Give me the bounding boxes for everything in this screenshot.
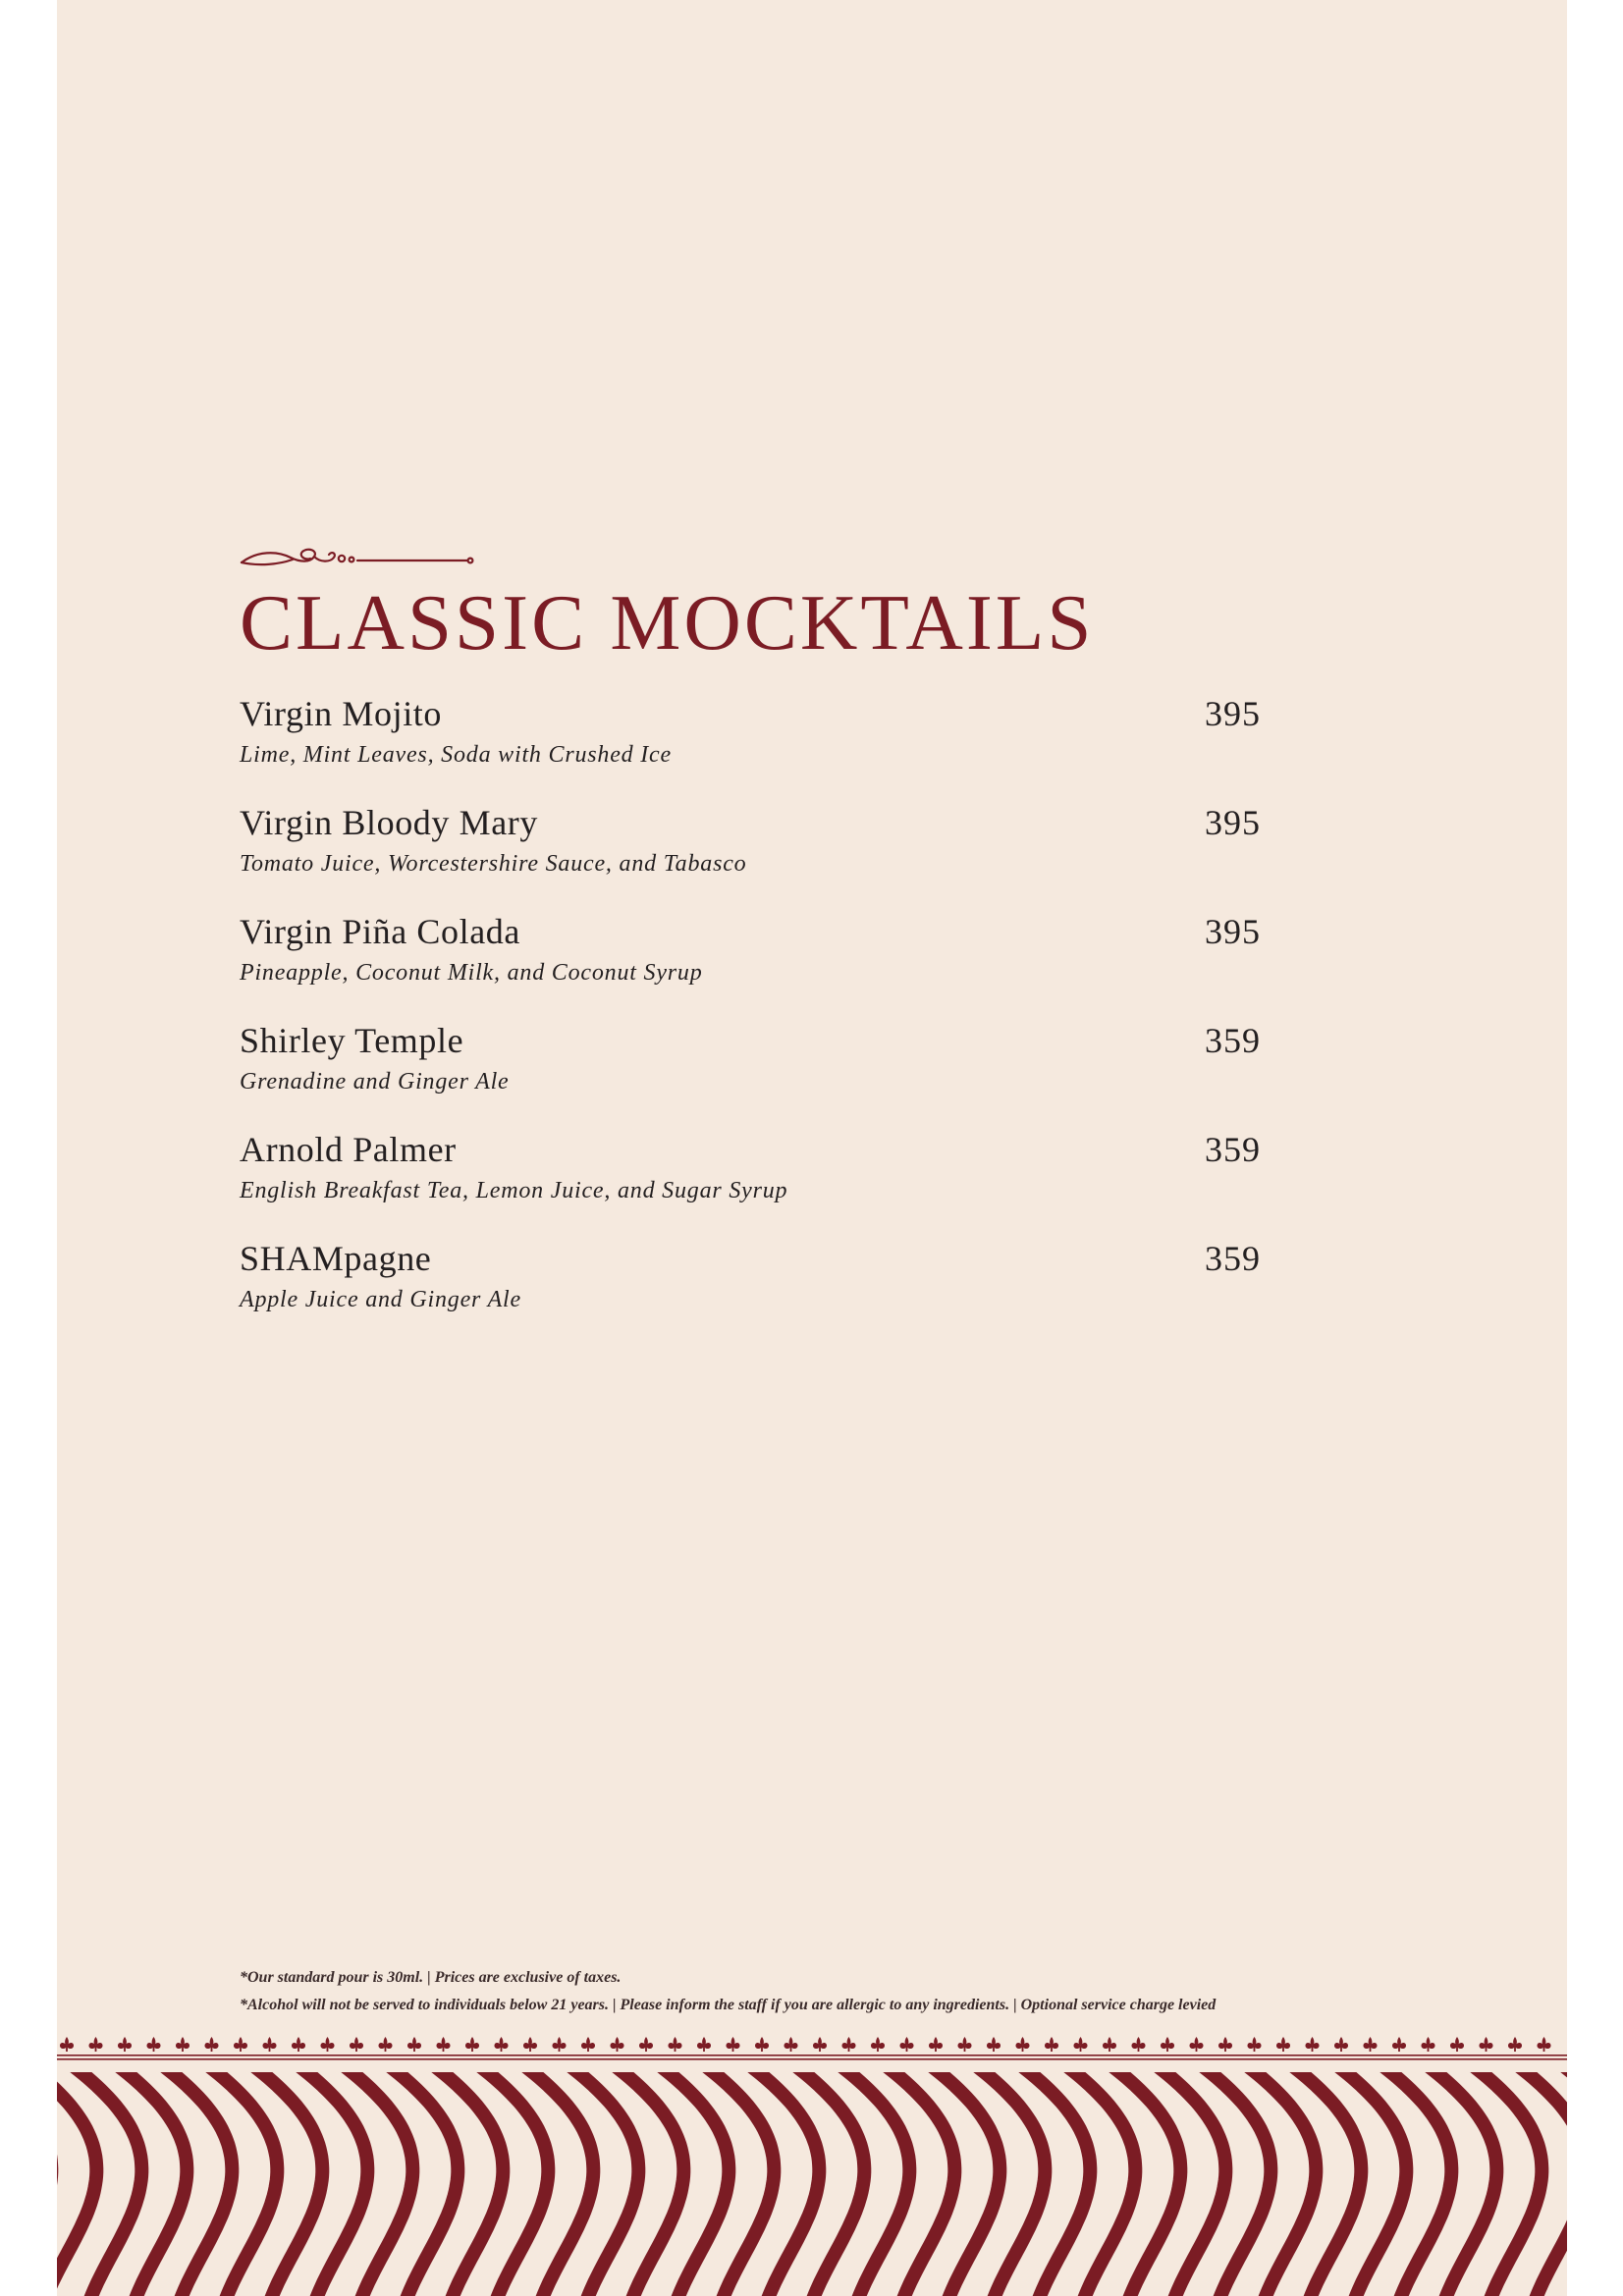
fleur-motif-icon [1508,2037,1522,2052]
fleur-motif-icon [842,2037,856,2052]
fleur-motif-icon [1103,2037,1116,2052]
menu-item [240,1240,1261,1349]
fleur-motif-icon [1074,2037,1088,2052]
fleur-motif-icon [697,2037,711,2052]
menu-item [240,695,1261,804]
fleur-motif-icon [1422,2037,1435,2052]
wave-stripe [566,2072,639,2296]
item-price: 395 [1205,803,1261,842]
fleur-motif-icon [89,2037,103,2052]
fleur-motif-icon [1276,2037,1290,2052]
item-description: Lime, Mint Leaves, Soda with Crushed Ice [240,742,672,768]
fleur-motif-icon [1306,2037,1320,2052]
item-name: Shirley Temple [240,1021,464,1060]
item-description: Pineapple, Coconut Milk, and Coconut Syrup [240,960,703,986]
fleur-motif-icon [1248,2037,1262,2052]
fleur-motif-icon [437,2037,451,2052]
item-name: Virgin Mojito [240,694,442,733]
fleur-motif-icon [118,2037,132,2052]
wave-stripe [430,2072,504,2296]
fleur-motif-icon [1190,2037,1204,2052]
fleur-motif-icon [1392,2037,1406,2052]
fleur-motif-icon [900,2037,914,2052]
fleur-motif-icon [1132,2037,1146,2052]
fleur-motif-icon [495,2037,509,2052]
menu-item [240,804,1261,913]
fleur-motif-icon [1016,2037,1030,2052]
fleur-motif-icon [1161,2037,1174,2052]
fleur-motif-icon [581,2037,595,2052]
footnote-policy: *Alcohol will not be served to individuals below 21 years. | Please inform the staff if you are allergic to any ingredients. | Optional service charge levied [240,1997,1217,2013]
wave-stripe [340,2072,413,2296]
fleur-motif-icon [379,2037,393,2052]
wave-stripe [1243,2072,1317,2296]
fleur-motif-icon [958,2037,972,2052]
menu-item-list [240,695,1261,1349]
fleur-motif-icon [205,2037,219,2052]
wave-stripe [656,2072,730,2296]
wave-stripe [1379,2072,1452,2296]
menu-page [57,0,1567,2296]
wave-stripe [837,2072,910,2296]
fleur-motif-icon [147,2037,161,2052]
fleur-motif-icon [611,2037,624,2052]
footnote-pour: *Our standard pour is 30ml. | Prices are exclusive of taxes. [240,1969,622,1986]
wave-pattern [57,2072,1567,2296]
wave-stripe [1062,2072,1136,2296]
fleur-motif-icon [321,2037,335,2052]
wave-stripe [249,2072,323,2296]
fleur-motif-icon [1480,2037,1493,2052]
wave-stripe [1469,2072,1542,2296]
fleur-motif-icon [639,2037,653,2052]
wave-stripe [114,2072,188,2296]
menu-item [240,913,1261,1022]
fleur-motif-icon [784,2037,798,2052]
fleur-motif-icon [350,2037,363,2052]
fleur-motif-icon [1334,2037,1348,2052]
fleur-motif-icon [234,2037,247,2052]
item-price: 395 [1205,694,1261,733]
wave-stripe [1153,2072,1226,2296]
fleur-motif-icon [60,2037,74,2052]
item-description: Grenadine and Ginger Ale [240,1069,510,1095]
item-price: 395 [1205,912,1261,951]
wave-stripe [1198,2072,1271,2296]
fleur-motif-icon [407,2037,421,2052]
wave-stripe [204,2072,278,2296]
item-name: Virgin Piña Colada [240,912,520,951]
fleur-motif-icon [176,2037,189,2052]
item-name: Virgin Bloody Mary [240,803,538,842]
fleur-motif-icon [1364,2037,1378,2052]
wave-stripe [882,2072,955,2296]
wave-stripe [1108,2072,1181,2296]
fleur-motif-icon [755,2037,769,2052]
menu-title: CLASSIC MOCKTAILS [240,578,1095,667]
footnotes [240,1964,1216,2019]
item-price: 359 [1205,1021,1261,1060]
fleur-motif-icon [553,2037,567,2052]
scroll-flourish-icon [240,543,475,570]
fleur-motif-icon [1450,2037,1464,2052]
fleur-motif-border [57,2035,1567,2070]
wave-stripe [701,2072,775,2296]
item-description: Tomato Juice, Worcestershire Sauce, and Tabasco [240,851,747,877]
item-price: 359 [1205,1130,1261,1169]
wave-stripe [1017,2072,1091,2296]
fleur-motif-icon [1218,2037,1232,2052]
wave-stripe [1288,2072,1362,2296]
item-price: 359 [1205,1239,1261,1278]
wave-stripe [972,2072,1046,2296]
fleur-motif-icon [813,2037,827,2052]
fleur-motif-icon [1045,2037,1058,2052]
item-description: Apple Juice and Ginger Ale [240,1287,521,1312]
wave-stripe [927,2072,1001,2296]
fleur-motif-icon [929,2037,943,2052]
item-description: English Breakfast Tea, Lemon Juice, and Sugar Syrup [240,1178,788,1203]
fleur-motif-icon [465,2037,479,2052]
wave-stripe [520,2072,594,2296]
item-name: SHAMpagne [240,1239,432,1278]
item-name: Arnold Palmer [240,1130,457,1169]
menu-item [240,1131,1261,1240]
wave-stripe [1424,2072,1497,2296]
fleur-motif-icon [987,2037,1001,2052]
fleur-motif-icon [292,2037,305,2052]
wave-stripe [791,2072,865,2296]
wave-stripe [295,2072,368,2296]
wave-stripe [385,2072,459,2296]
fleur-motif-icon [727,2037,740,2052]
fleur-motif-icon [1538,2037,1551,2052]
menu-item [240,1022,1261,1131]
wave-stripe [57,2072,96,2296]
fleur-motif-icon [263,2037,277,2052]
fleur-motif-icon [669,2037,682,2052]
wave-stripe [611,2072,684,2296]
wave-stripe [746,2072,820,2296]
wave-stripe [159,2072,233,2296]
fleur-motif-icon [871,2037,885,2052]
wave-stripe [475,2072,549,2296]
wave-stripe [69,2072,142,2296]
fleur-motif-icon [523,2037,537,2052]
wave-stripe [1333,2072,1407,2296]
